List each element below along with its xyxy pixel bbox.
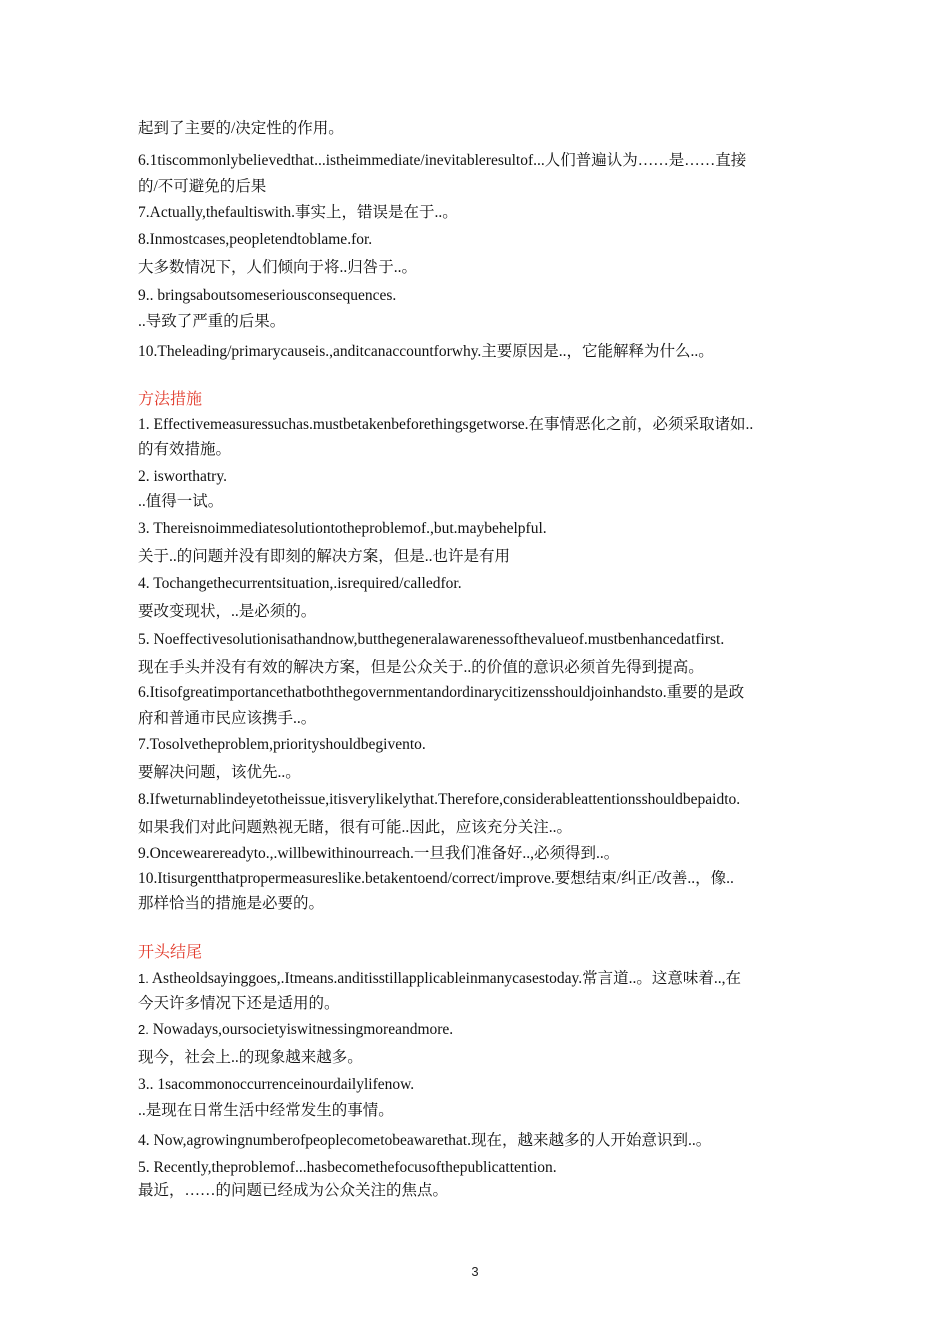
- text-line: ..导致了严重的后果。: [138, 313, 286, 330]
- text-line: 府和普通市民应该携手..。: [138, 710, 317, 727]
- text-line: 8.Ifweturnablindeyetotheissue,itisverylikelythat.Therefore,considerableattentionsshouldbepaidto.: [138, 791, 741, 808]
- text-line: 今天许多情况下还是适用的。: [138, 995, 340, 1012]
- text-line: 关于..的问题并没有即刻的解决方案，但是..也许是有用: [138, 548, 511, 565]
- text-line: 4. Tochangethecurrentsituation,.isrequired/calledfor.: [138, 575, 462, 592]
- text-line: 的有效措施。: [138, 441, 232, 458]
- text-line: 要改变现状，..是必须的。: [138, 603, 317, 620]
- text-line: 5. Recently,theproblemof...hasbecomethefocusofthepublicattention.: [138, 1159, 557, 1176]
- section-heading-opening-closing: 开头结尾: [138, 944, 203, 961]
- text-line: [138, 969, 741, 989]
- text-line: 起到了主要的/决定性的作用。: [138, 120, 344, 137]
- text-line: 5. Noeffectivesolutionisathandnow,butthegeneralawarenessofthevalueof.mustbenhancedatfirst.: [138, 631, 725, 648]
- text-line: 10.Theleading/primarycauseis.,anditcanaccountforwhy.主要原因是..，它能解释为什么..。: [138, 343, 714, 360]
- item-number: 2.: [138, 1022, 149, 1037]
- text-line: 要解决问题，该优先..。: [138, 764, 301, 781]
- text-line: 如果我们对此问题熟视无睹，很有可能..因此，应该充分关注..。: [138, 819, 573, 836]
- text-line: 4. Now,agrowingnumberofpeoplecometobeawarethat.现在，越来越多的人开始意识到..。: [138, 1132, 712, 1149]
- text-line: 8.Inmostcases,peopletendtoblame.for.: [138, 231, 373, 248]
- text-line: 6.Itisofgreatimportancethatboththegovernmentandordinarycitizensshouldjoinhandsto.重要的是政: [138, 684, 745, 701]
- text-line: 9.. bringsaboutsomeseriousconsequences.: [138, 287, 397, 304]
- text-line: ..是现在日常生活中经常发生的事情。: [138, 1102, 394, 1119]
- text-line: 6.1tiscommonlybelievedthat...istheimmediate/inevitableresultof...人们普遍认为……是……直接: [138, 152, 747, 169]
- text-line: 10.Itisurgentthatpropermeasureslike.betakentoend/correct/improve.要想结束/纠正/改善..，像..: [138, 870, 734, 887]
- text-line: 大多数情况下，人们倾向于将..归咎于..。: [138, 259, 418, 276]
- text-line: 那样恰当的措施是必要的。: [138, 895, 325, 912]
- text-line: 3.. 1sacommonoccurrenceinourdailylifenow.: [138, 1076, 415, 1093]
- section-heading-measures: 方法措施: [138, 391, 203, 408]
- text-line: 7.Actually,thefaultiswith.事实上，错误是在于..。: [138, 204, 458, 221]
- text-line: ..值得一试。: [138, 493, 224, 510]
- text-line: 最近，……的问题已经成为公众关注的焦点。: [138, 1182, 449, 1199]
- text-line: 2. isworthatry.: [138, 468, 227, 485]
- text-line: 9.Oncewearereadyto.,.willbewithinourreach.一旦我们准备好..,必须得到..。: [138, 845, 620, 862]
- item-text: Nowadays,oursocietyiswitnessingmoreandmore.: [148, 1021, 454, 1038]
- page-number: 3: [471, 1264, 479, 1279]
- text-line: 7.Tosolvetheproblem,priorityshouldbegivento.: [138, 736, 426, 753]
- item-text: Astheoldsayinggoes,.Itmeans.anditisstillapplicableinmanycasestoday.常言道..。这意味着..,在: [148, 970, 742, 987]
- text-line: 3. Thereisnoimmediatesolutiontotheproblemof.,but.maybehelpful.: [138, 520, 547, 537]
- text-line: 现今，社会上..的现象越来越多。: [138, 1049, 363, 1066]
- text-line: 1. Effectivemeasuressuchas.mustbetakenbeforethingsgetworse.在事情恶化之前，必须采取诸如..: [138, 416, 754, 433]
- text-line: [138, 1020, 453, 1040]
- text-line: 现在手头并没有有效的解决方案，但是公众关于..的价值的意识必须首先得到提高。: [138, 659, 704, 676]
- text-line: 的/不可避免的后果: [138, 178, 267, 195]
- item-number: 1.: [138, 971, 149, 986]
